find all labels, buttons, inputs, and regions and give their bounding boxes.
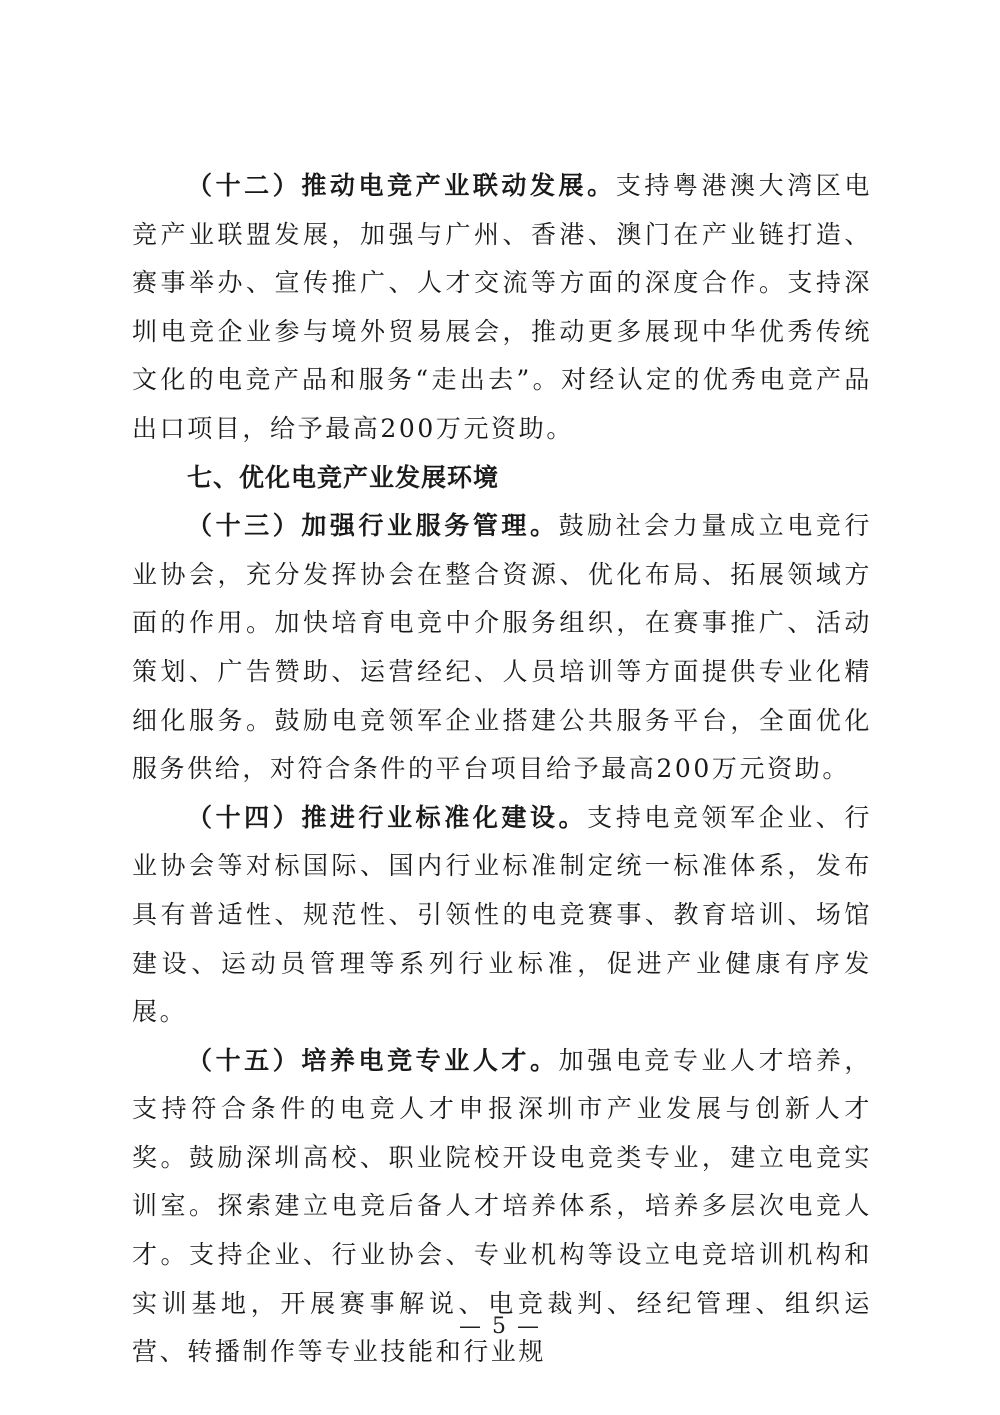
paragraph-12-lead: （十二）推动电竞产业联动发展。 <box>187 171 616 200</box>
paragraph-14-body: 支持电竞领军企业、行业协会等对标国际、国内行业标准制定统一标准体系，发布具有普适性、规范性、引领性的电竞赛事、教育培训、场馆建设、运动员管理等系列行业标准，促进产业健康有序发展。 <box>132 802 872 1027</box>
paragraph-12-body: 支持粤港澳大湾区电竞产业联盟发展，加强与广州、香港、澳门在产业链打造、赛事举办、宣传推广、人才交流等方面的深度合作。支持深圳电竞企业参与境外贸易展会，推动更多展现中华优秀传统文化的电竞产品和服务“走出去”。对经认定的优秀电竞产品出口项目，给予最高200万元资助。 <box>132 171 872 443</box>
document-body <box>132 162 872 1377</box>
paragraph-12 <box>132 162 872 454</box>
paragraph-15-body: 加强电竞专业人才培养，支持符合条件的电竞人才申报深圳市产业发展与创新人才奖。鼓励深圳高校、职业院校开设电竞类专业，建立电竞实训室。探索建立电竞后备人才培养体系，培养多层次电竞人才。支持企业、行业协会、专业机构等设立电竞培训机构和实训基地，开展赛事解说、电竞裁判、经纪管理、组织运营、转播制作等专业技能和行业规 <box>132 1045 872 1367</box>
paragraph-13-body: 鼓励社会力量成立电竞行业协会，充分发挥协会在整合资源、优化布局、拓展领域方面的作用。加快培育电竞中介服务组织，在赛事推广、活动策划、广告赞助、运营经纪、人员培训等方面提供专业化精细化服务。鼓励电竞领军企业搭建公共服务平台，全面优化服务供给，对符合条件的平台项目给予最高200万元资助。 <box>132 511 872 784</box>
page-number: — 5 — <box>459 1314 541 1339</box>
paragraph-15-lead: （十五）培养电竞专业人才。 <box>187 1045 559 1075</box>
paragraph-13 <box>132 502 872 794</box>
paragraph-14 <box>132 794 872 1037</box>
section-heading-7: 七、优化电竞产业发展环境 <box>187 462 500 492</box>
paragraph-14-lead: （十四）推进行业标准化建设。 <box>187 802 588 832</box>
paragraph-13-lead: （十三）加强行业服务管理。 <box>187 511 559 541</box>
